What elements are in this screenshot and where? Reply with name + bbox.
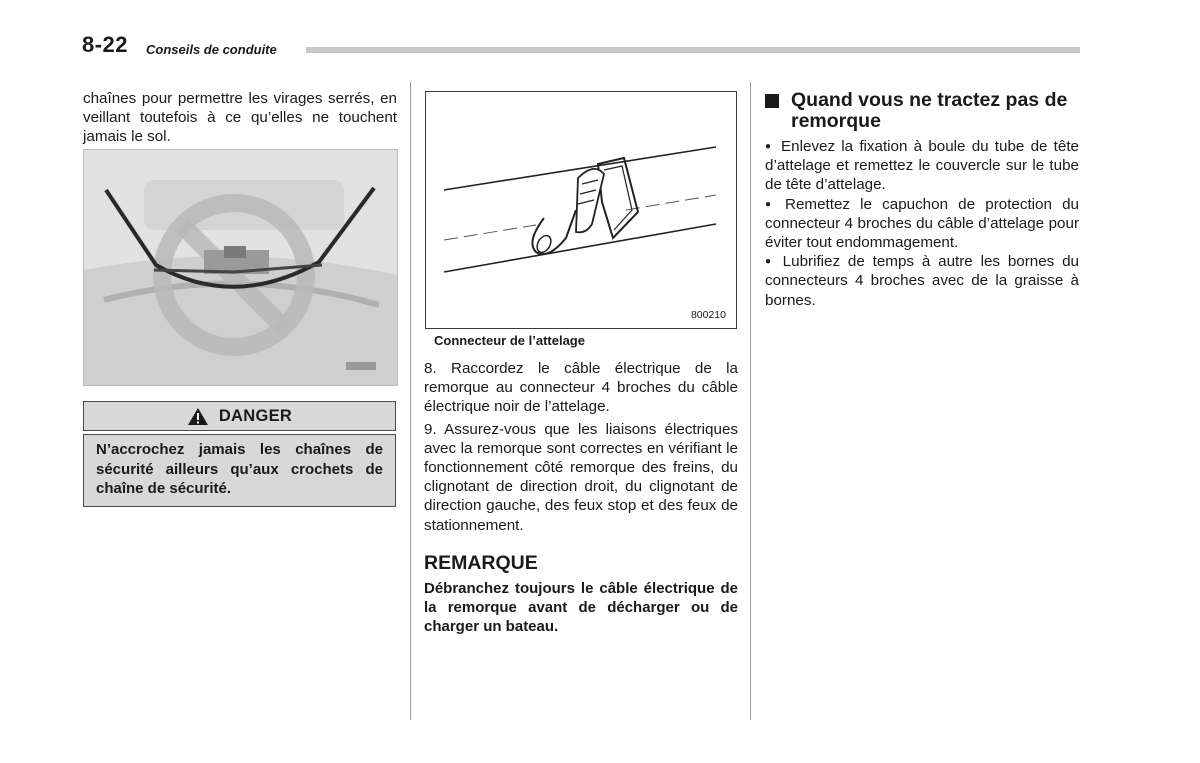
column-divider-right — [750, 82, 751, 720]
remark-text: Débranchez toujours le câble électrique de la remorque avant de décharger ou de charger un bateau. — [424, 580, 738, 635]
list-item — [765, 137, 1079, 195]
maintenance-list — [765, 137, 1079, 310]
figure-caption: Connecteur de l’attelage — [434, 333, 585, 348]
header-rule — [306, 47, 1080, 53]
list-item-text: Remettez le capuchon de protection du connecteur 4 broches du câble d’attelage pour éviter tout endommagement. — [765, 195, 1080, 252]
list-item — [765, 195, 1079, 253]
step-8: 8. Raccordez le câble électrique de la remorque au connecteur 4 broches du câble électrique noir de l’attelage. — [424, 360, 738, 416]
section-title: Conseils de conduite — [146, 42, 277, 57]
list-item-text: Lubrifiez de temps à autre les bornes du connecteurs 4 broches avec de la graisse à bornes. — [765, 253, 1079, 309]
step-9: 9. Assurez-vous que les liaisons électriques avec la remorque sont correctes en vérifiant le fonctionnement côté remorque des freins, du clignotant de direction droit, du clignotant de direction gauche, des feux stop et des feux de stationnement. — [424, 420, 738, 534]
warning-triangle-icon — [187, 407, 209, 426]
dot-bullet-icon: ● — [765, 141, 774, 152]
section-heading-text: Quand vous ne tractez pas de remorque — [791, 89, 1068, 132]
page-header — [82, 32, 1080, 62]
danger-header — [83, 401, 396, 431]
safety-chains-photo — [83, 149, 398, 386]
hitch-connector-figure — [425, 91, 737, 329]
column-divider-left — [410, 82, 411, 720]
connection-steps — [424, 359, 738, 538]
dot-bullet-icon: ● — [765, 256, 775, 268]
left-intro-text — [83, 89, 397, 147]
section-heading — [765, 90, 1081, 132]
list-item — [765, 252, 1079, 310]
list-item-text: Enlevez la fixation à boule du tube de tête d’attelage et remettez le couvercle sur le tube de tête d’attelage. — [765, 138, 1080, 194]
dot-bullet-icon: ● — [765, 198, 777, 210]
square-bullet-icon — [765, 94, 779, 108]
hitch-connector-illustration — [426, 92, 736, 328]
danger-message: N’accrochez jamais les chaînes de sécurité ailleurs qu’aux crochets de chaîne de sécurité. — [83, 434, 396, 507]
intro-paragraph: chaînes pour permettre les virages serrés, en veillant toutefois à ce qu’elles ne touchent jamais le sol. — [83, 90, 397, 146]
remark-heading: REMARQUE — [424, 552, 538, 574]
safety-chains-illustration — [84, 150, 397, 385]
page-number: 8-22 — [82, 32, 129, 57]
figure-code: 800210 — [690, 309, 726, 321]
danger-title: DANGER — [218, 406, 293, 425]
